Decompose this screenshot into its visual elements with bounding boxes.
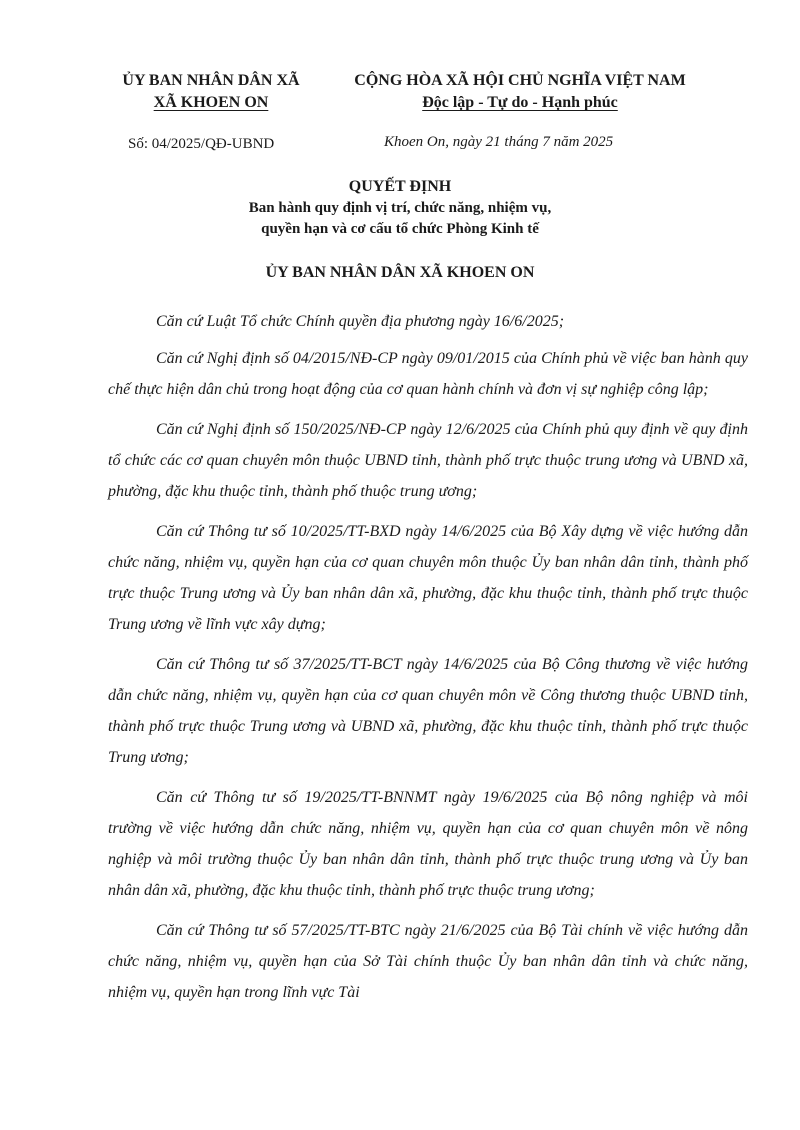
- legal-basis-paragraph: Căn cứ Thông tư số 37/2025/TT-BCT ngày 14/6/2025 của Bộ Công thương về việc hướng dẫn chức năng, nhiệm vụ, quyền hạn của cơ quan chuyên môn về Công thương thuộc UBND tỉnh, thành phố trực thuộc Trung ương và UBND xã, phường, đặc khu thuộc tỉnh, thành phố trực thuộc Trung ương;: [108, 656, 748, 766]
- document-title: QUYẾT ĐỊNH: [348, 178, 452, 195]
- legal-basis-paragraph: Căn cứ Thông tư số 10/2025/TT-BXD ngày 14/6/2025 của Bộ Xây dựng về việc hướng dẫn chức năng, nhiệm vụ, quyền hạn của cơ quan chuyên môn thuộc Ủy ban nhân dân tỉnh, thành phố trực thuộc Trung ương và Ủy ban nhân dân xã, phường, đặc khu thuộc tỉnh, thành phố trực thuộc Trung ương về lĩnh vực xây dựng;: [108, 523, 748, 633]
- document-subtitle-line1: Ban hành quy định vị trí, chức năng, nhiệm vụ,: [248, 200, 552, 216]
- title-block: [100, 176, 700, 284]
- legal-basis-paragraph: Căn cứ Luật Tổ chức Chính quyền địa phương ngày 16/6/2025;: [156, 313, 565, 330]
- document-subtitle-line2: quyền hạn và cơ cấu tổ chức Phòng Kinh tế: [261, 221, 539, 237]
- legal-basis-paragraph: Căn cứ Thông tư số 19/2025/TT-BNNMT ngày 19/6/2025 của Bộ nông nghiệp và môi trường về việc hướng dẫn chức năng, nhiệm vụ, quyền hạn của cơ quan chuyên môn về nông nghiệp và môi trường thuộc Ủy ban nhân dân tỉnh, thành phố trực thuộc trung ương và Ủy ban nhân dân xã, phường, đặc khu thuộc tỉnh, thành phố trực thuộc trung ương;: [108, 789, 748, 899]
- national-motto-block: [330, 70, 710, 114]
- national-motto: Độc lập - Tự do - Hạnh phúc: [422, 94, 618, 111]
- issuing-authority-line2: XÃ KHOEN ON: [153, 94, 269, 111]
- issuing-body-heading: ỦY BAN NHÂN DÂN XÃ KHOEN ON: [265, 264, 535, 281]
- issuing-authority-block: [96, 70, 326, 114]
- legal-basis-paragraph: Căn cứ Nghị định số 150/2025/NĐ-CP ngày 12/6/2025 của Chính phủ quy định về quy định tổ chức các cơ quan chuyên môn thuộc UBND tỉnh, thành phố trực thuộc trung ương và UBND xã, phường, đặc khu thuộc tỉnh, thành phố thuộc trung ương;: [108, 421, 748, 500]
- legal-basis-paragraph: Căn cứ Thông tư số 57/2025/TT-BTC ngày 21/6/2025 của Bộ Tài chính về việc hướng dẫn chức năng, nhiệm vụ, quyền hạn của Sở Tài chính thuộc Ủy ban nhân dân tỉnh và chức năng, nhiệm vụ, quyền hạn trong lĩnh vực Tài: [108, 922, 748, 1001]
- legal-basis-paragraph: Căn cứ Nghị định số 04/2015/NĐ-CP ngày 09/01/2015 của Chính phủ về việc ban hành quy chế thực hiện dân chủ trong hoạt động của cơ quan hành chính và đơn vị sự nghiệp công lập;: [108, 350, 748, 398]
- issuing-authority-line1: ỦY BAN NHÂN DÂN XÃ: [122, 72, 300, 89]
- legal-basis-section: [108, 306, 748, 1017]
- national-title: CỘNG HÒA XÃ HỘI CHỦ NGHĨA VIỆT NAM: [354, 72, 686, 89]
- document-number: Số: 04/2025/QĐ-UBND: [128, 136, 275, 152]
- place-and-date: Khoen On, ngày 21 tháng 7 năm 2025: [384, 134, 614, 150]
